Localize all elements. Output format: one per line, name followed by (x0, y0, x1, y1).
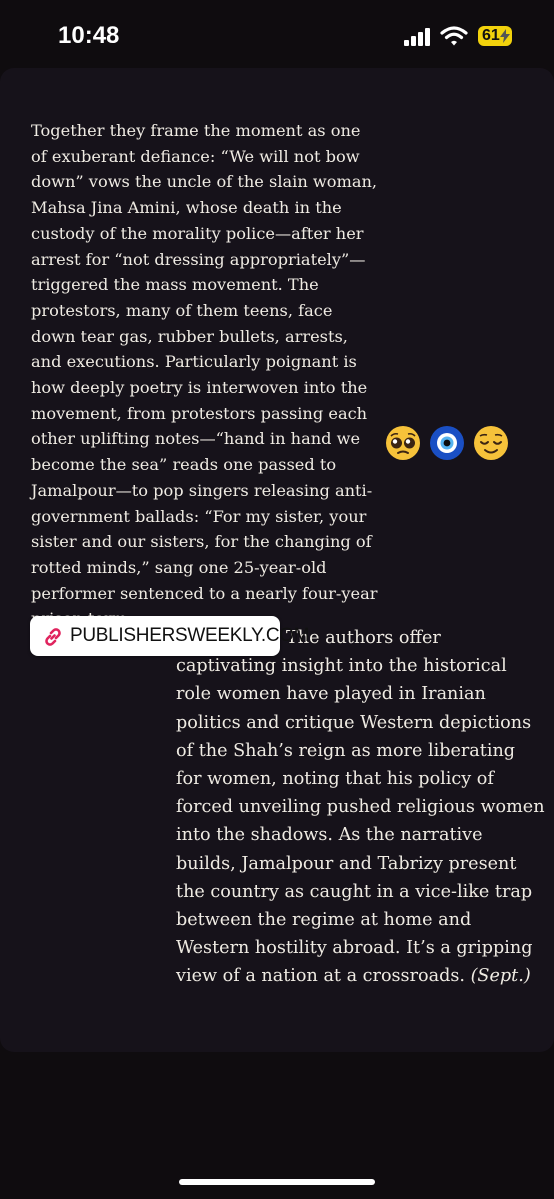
wifi-icon (440, 25, 468, 47)
publication-date: (Sept.) (470, 966, 531, 987)
review-paragraph-2-text: The authors offer captivating insight into the historical role women have played in Iranian politics and critique Western depictions of the Shah’s reign as more liberating for women, noting that his policy of forced unveiling pushed religious women into the shadows. As the narrative builds, Jamalpour and Tabrizy present the country as caught in a vice-like trap between the regime at home and Western hostility abroad. It’s a gripping view of a nation at a crossroads. (176, 628, 545, 987)
link-icon (42, 626, 64, 648)
charging-bolt-icon (500, 29, 510, 43)
review-paragraph-2 (176, 624, 546, 991)
link-sticker-label: PUBLISHERSWEEKLY.COM (70, 625, 310, 646)
review-paragraph-1: Together they frame the moment as one of exuberant defiance: “We will not bow down” vows the uncle of the slain woman, Mahsa Jina Amini, whose death in the custody of the morality police—after her arrest for “not dressing appropriately”—triggered the mass movement. The protestors, many of them teens, face down tear gas, rubber bullets, arrests, and executions. Particularly poignant is how deeply poetry is interwoven into the movement, from protestors passing each other uplifting notes—“hand in hand we become the sea” reads one passed to Jamalpour—to pop singers releasing anti-government ballads: “For my sister, your sister and our sisters, for the changing of rotted minds,” sang one 25-year-old performer sentenced to a nearly four-year (31, 121, 378, 603)
nazar-amulet-icon (428, 424, 466, 462)
clock-time: 10:48 (58, 22, 120, 49)
emoji-stickers[interactable] (384, 424, 514, 464)
relieved-face-icon (472, 424, 510, 462)
battery-level: 61 (482, 27, 500, 44)
battery-indicator (478, 26, 512, 46)
home-indicator[interactable] (179, 1179, 375, 1185)
pleading-face-icon (384, 424, 422, 462)
status-bar (0, 0, 554, 70)
link-sticker[interactable] (30, 616, 310, 656)
cellular-signal-icon (404, 28, 432, 46)
